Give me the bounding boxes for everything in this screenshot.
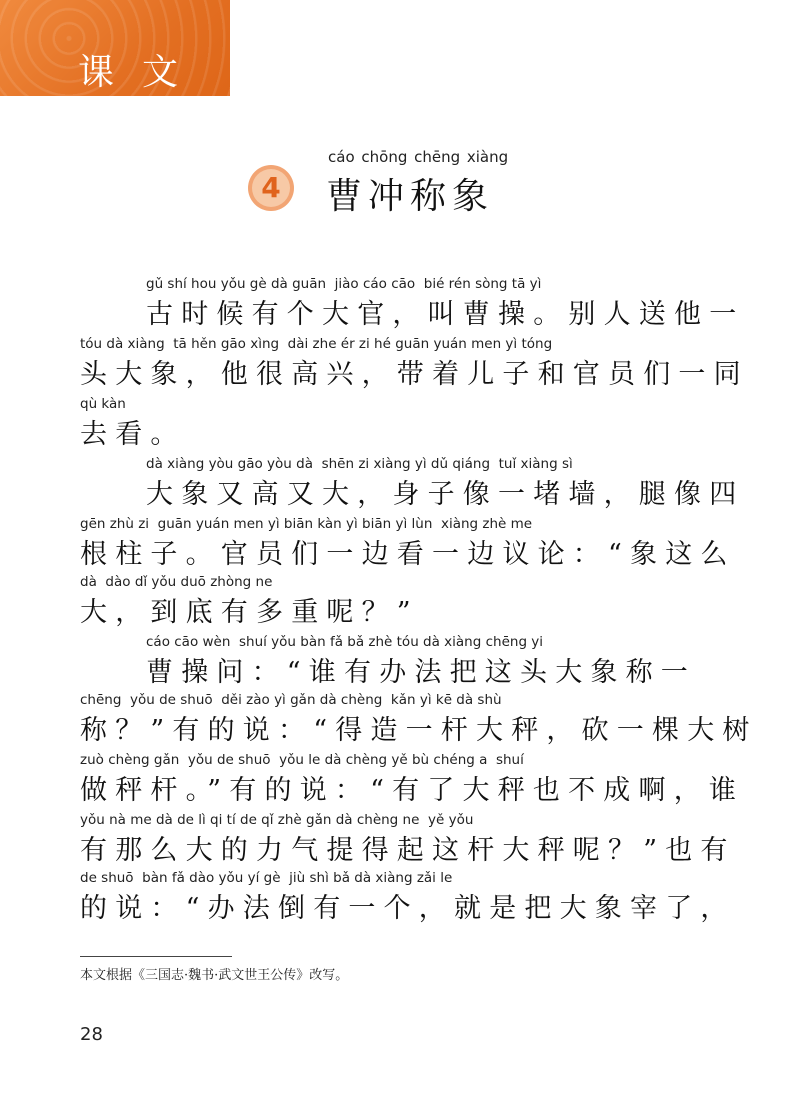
line-pinyin: yǒu nà me dà de lì qi tí de qǐ zhè gǎn dà chèng ne yě yǒu <box>80 812 474 828</box>
line-text: 做秤杆。”有的说：“有了大秤也不成啊，谁 <box>80 775 745 806</box>
line-pinyin: dà xiàng yòu gāo yòu dà shēn zi xiàng yì dǔ qiáng tuǐ xiàng sì <box>146 456 573 472</box>
line-pinyin: gǔ shí hou yǒu gè dà guān jiào cáo cāo bié rén sòng tā yì <box>146 276 542 292</box>
title-pinyin: cáo chōng chēng xiàng <box>328 148 509 166</box>
line-pinyin: chēng yǒu de shuō děi zào yì gǎn dà chèng kǎn yì kē dà shù <box>80 692 502 708</box>
lesson-number: 4 <box>252 169 290 207</box>
line-pinyin: qù kàn <box>80 396 126 412</box>
line-pinyin: cáo cāo wèn shuí yǒu bàn fǎ bǎ zhè tóu dà xiàng chēng yi <box>146 634 544 650</box>
line-text: 头大象，他很高兴，带着儿子和官员们一同 <box>80 359 749 390</box>
line-text: 大象又高又大，身子像一堵墙，腿像四 <box>146 479 745 510</box>
line-text: 有那么大的力气提得起这杆大秤呢？”也有 <box>80 835 736 866</box>
text-line <box>80 812 736 870</box>
page-number: 28 <box>80 1024 103 1045</box>
line-text: 大，到底有多重呢？” <box>80 597 419 628</box>
text-line <box>80 574 700 632</box>
text-line <box>80 456 745 514</box>
footnote-divider <box>80 956 232 957</box>
text-line <box>80 870 736 928</box>
line-text: 去看。 <box>80 419 186 450</box>
line-text: 曹操问：“谁有办法把这头大象称一 <box>146 657 697 688</box>
line-pinyin: dà dào dǐ yǒu duō zhòng ne <box>80 574 273 590</box>
section-tab <box>0 0 230 96</box>
footnote: 本文根据《三国志·魏书·武文世王公传》改写。 <box>80 968 349 983</box>
text-line <box>80 276 745 334</box>
line-pinyin: de shuō bàn fǎ dào yǒu yí gè jiù shì bǎ dà xiàng zǎi le <box>80 870 453 886</box>
lesson-title-block <box>240 148 560 228</box>
line-pinyin: tóu dà xiàng tā hěn gāo xìng dài zhe ér zi hé guān yuán men yì tóng <box>80 336 553 352</box>
text-line <box>80 516 736 574</box>
line-text: 古时候有个大官，叫曹操。别人送他一 <box>146 299 745 330</box>
text-line <box>80 692 758 750</box>
lesson-number-badge <box>248 165 294 211</box>
line-text: 称？”有的说：“得造一杆大秤，砍一棵大树 <box>80 715 758 746</box>
line-pinyin: zuò chèng gǎn yǒu de shuō yǒu le dà chèng yě bù chéng a shuí <box>80 752 524 768</box>
section-label: 课文 <box>78 52 207 93</box>
text-line <box>80 336 749 394</box>
line-text: 的说：“办法倒有一个，就是把大象宰了， <box>80 893 736 924</box>
text-line <box>80 752 745 810</box>
text-line <box>80 634 700 692</box>
text-line <box>80 396 700 454</box>
line-pinyin: gēn zhù zi guān yuán men yì biān kàn yì biān yì lùn xiàng zhè me <box>80 516 533 532</box>
line-text: 根柱子。官员们一边看一边议论：“象这么 <box>80 539 736 570</box>
lesson-title: 曹冲称象 <box>326 176 495 217</box>
